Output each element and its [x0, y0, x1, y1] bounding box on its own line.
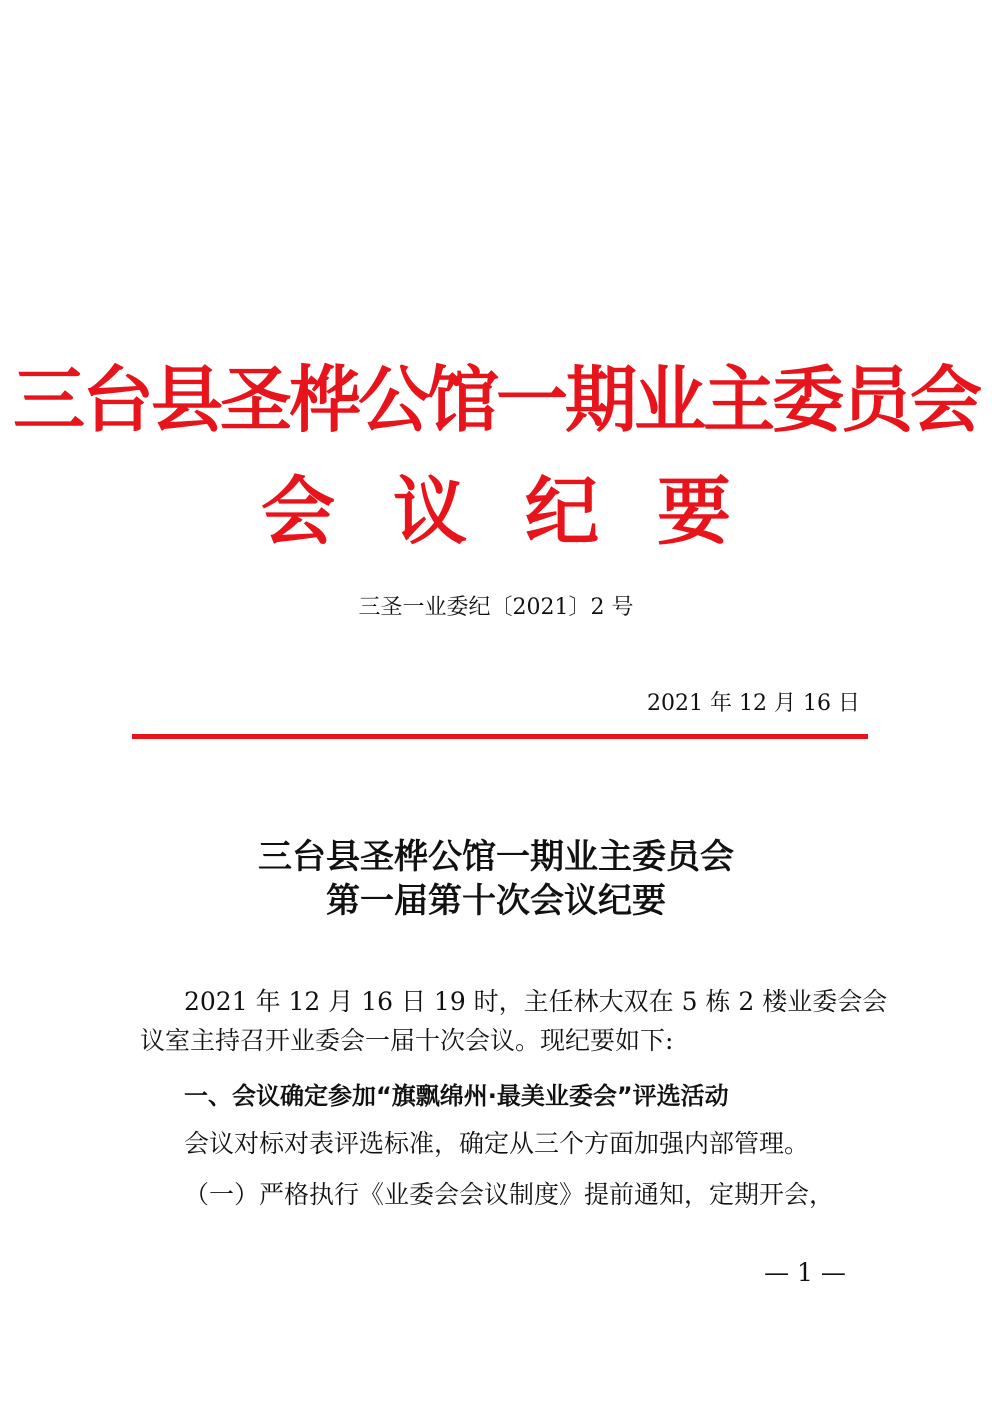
paragraph-1-line-2: 议室主持召开业委会一届十次会议。现纪要如下: — [140, 1026, 674, 1055]
document-date: 2021 年 12 月 16 日 — [647, 691, 860, 716]
red-header-subtitle: 会议纪要 — [261, 469, 789, 555]
page-number: — 1 — — [764, 1258, 846, 1287]
paragraph-2: 会议对标对表评选标准，确定从三个方面加强内部管理。 — [184, 1129, 810, 1158]
paragraph-1-line-1: 2021 年 12 月 16 日 19 时，主任林大双在 5 栋 2 楼业委会会 — [184, 987, 888, 1016]
document-number: 三圣一业委纪〔2021〕2 号 — [358, 595, 634, 620]
article-title-line2: 第一届第十次会议纪要 — [326, 881, 666, 921]
section-heading-1: 一、会议确定参加“旗飘绵州·最美业委会”评选活动 — [184, 1082, 729, 1110]
red-divider-line — [132, 734, 868, 739]
red-header-title: 三台县圣桦公馆一期业主委员会 — [12, 358, 979, 442]
paragraph-3: （一）严格执行《业委会会议制度》提前通知，定期开会， — [184, 1180, 835, 1209]
article-title-line1: 三台县圣桦公馆一期业主委员会 — [258, 837, 734, 877]
